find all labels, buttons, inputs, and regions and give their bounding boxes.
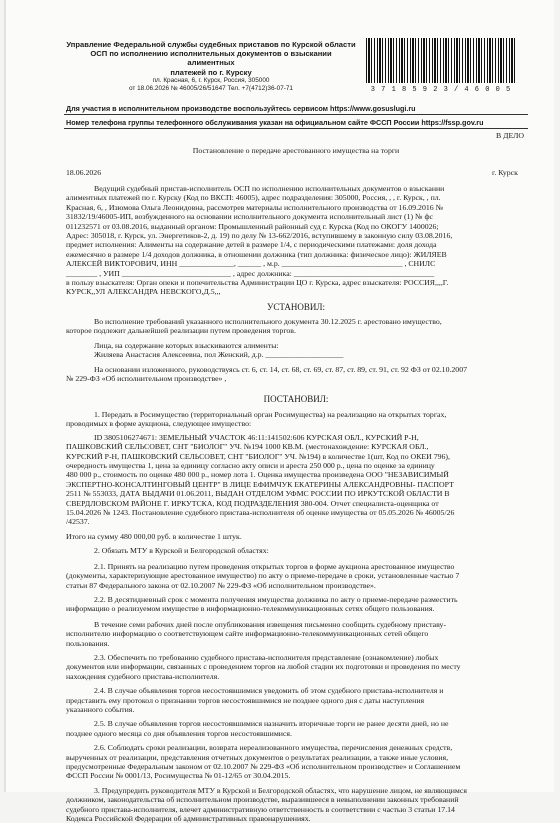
clause-3: судебного пристава-исполнителя, влечет административную ответственность в соответствии с частью 3 статьи 17.14 [66, 804, 455, 814]
clause-2-5: позднее одного месяца со дня объявления торгов несостоявшимися. [66, 728, 292, 738]
gosuslugi-notice: Для участия в исполнительном производстве воспользуйтесь сервисом https://www.gosuslugi.ru [66, 104, 416, 113]
org-address: пл. Красная, 6, г. Курск, Россия, 305000 [152, 76, 270, 84]
intro-line: алиментных платежей по г. Курску (Код по ВКСП: 46005), адрес подразделения: 305000, Россия, , , г. Курск, , пл. [66, 193, 441, 203]
org-name-line-2: ОСП по исполнению исполнительных документов о взыскании алиментных [90, 49, 332, 68]
findings-line: Лица, на содержание которых взыскиваются алименты: [94, 340, 279, 350]
clause-2-2b: В течение семи рабочих дней после опубликования извещения письменно сообщить судебному приставу- [94, 619, 447, 629]
findings-line: Во исполнение требований указанного исполнительного документа 30.12.2025 г. арестовано имущество, [94, 317, 442, 326]
barcode [366, 38, 516, 83]
intro-line: ________ , УИП ____________________________ , адрес должника: ____________________________________ [66, 268, 435, 278]
intro-line: ежемесячно в размере 1/4 доходов должника, в отношении должника (тип должника: физическое лицо): ЖИЛЯЕВ [66, 249, 447, 259]
clause-2-1: статьи 87 Федерального закона от 02.10.2007 № 229-ФЗ «Об исполнительном производстве». [66, 580, 376, 590]
issuer-header [66, 40, 356, 93]
clause-2-3: нахождения судебного пристава-исполнителя. [66, 671, 220, 681]
clause-2-6: вырученных от реализации, представления отчетных документов о результатах реализации, а также иные условия, [66, 752, 449, 762]
clause-2-3: 2.3. Обеспечить по требованию судебного пристава-исполнителя представление (ознакомление) любых [94, 652, 439, 662]
clause-2-3: документов или информации, связанных с проведением торгов на любой стадии их подготовки и проведения по месту [66, 662, 461, 672]
document-date: 18.06.2026 [66, 168, 102, 177]
intro-line: КУРСК,,УЛ АЛЕКСАНДРА НЕВСКОГО,Д.5,,, [66, 287, 221, 297]
findings-line: которое подлежит дальнейшей реализации путем проведения торгов. [66, 326, 296, 336]
clause-3: Кодекса Российской Федерации об административных правонарушениях. [66, 814, 311, 823]
clause-2-6: ФССП России № 0001/13, Росимущества № 01-12/65 от 30.04.2015. [66, 771, 291, 781]
clause-2-6: предусмотренные Федеральным законом от 02.10.2007 № 229-ФЗ «Об исполнительном производстве» и Соглашением [66, 762, 461, 771]
clause-2-4: указанного события. [66, 704, 135, 714]
findings-line: На основании изложенного, руководствуясь ст. 6, ст. 14, ст. 68, ст. 69, ст. 87, ст. 89, ст. 91, ст. 92 ФЗ от 02.10.2007 [94, 364, 468, 374]
intro-line: Красная, 6, , Изюмова Ольга Леонидовна, рассмотрев материалы исполнительного производства от 16.09.2016 № [66, 202, 444, 212]
clause-2-6: 2.6. Соблюдать сроки реализации, возврата нереализованного имущества, перечисления денежных средств, [94, 743, 453, 753]
clause-2-2: информацию о реализуемом имуществе в информационно-телекоммуникационных сетях общего пользования. [66, 604, 435, 614]
property-line: очередность имущества 1, цена за единицу согласно акту описи и ареста 250 000 р., цена по оценке за единицу [66, 461, 435, 471]
property-line: /42537. [66, 517, 90, 527]
intro-line: 011232571 от 03.08.2016, выданный органом: Промышленный районный суд г. Курска (Код по ОКОГУ 1400026; [66, 221, 439, 231]
intro-line: АЛЕКСЕЙ ВИКТОРОВИЧ, ИНН ______________, ______ , м.р. _______________________________ , СНИЛС [66, 259, 436, 269]
clause-2: 2. Обязать МТУ в Курской и Белгородской областях: [94, 546, 269, 556]
property-line: ID 3805106274671: ЗЕМЕЛЬНЫЙ УЧАСТОК 46:11:141502:606 КУРСКАЯ ОБЛ., КУРСКИЙ Р-Н, [94, 432, 419, 442]
org-name-line-1: Управление Федеральной службы судебных приставов по Курской области [66, 40, 356, 49]
decision-line: проводимых в форме аукциона, следующее имущество: [66, 419, 252, 429]
findings-block [66, 317, 528, 383]
clause-2-1: (документы, характеризующие арестованное имущество) по акту о приеме-передаче в сроки, установленные частью 7 [66, 571, 460, 581]
property-line: 15.04.2026 № 1243. Постановление судебного пристава-исполнителя об оценке имущества от 05.05.2026 № 46005/26 [66, 508, 455, 518]
decision-line: 1. Передать в Росимущество (территориальный орган Росимущества) на реализацию на открытых торгах, [94, 410, 447, 419]
phone-notice: Номер телефона группы телефонного обслуживания указан на официальном сайте ФССП России https://fssp.gov.ru [66, 118, 484, 127]
property-item [66, 433, 528, 527]
property-line: 2511 № 553033, ДАТА ВЫДАЧИ 01.06.2011, ВЫДАН ОТДЕЛОМ УФМС РОССИИ ПО ИРКУТСКОЙ ОБЛАСТИ В [66, 489, 450, 499]
document-title: Постановление о передаче арестованного имущества на торги [192, 146, 400, 155]
org-name-line-3: платежей по г. Курску [170, 67, 252, 77]
clause-2-5: 2.5. В случае объявления торгов несостоявшимися назначить вторичные торги не ранее десяти дней, но не [94, 719, 449, 729]
clause-2-2: 2.2. В десятидневный срок с момента получения имущества должника по акту о приеме-передаче разместить [94, 594, 458, 604]
property-line: ЭКСПЕРТНО-КОНСАЛТИНГОВЫЙ ЦЕНТР" В ЛИЦЕ ЕФИМЧУК ЕКАТЕРИНЫ АЛЕКСАНДРОВНЫ- ПАСПОРТ [66, 479, 454, 489]
clause-2-1: 2.1. Принять на реализацию путем проведения открытых торгов в форме аукциона арестованное имущество [94, 561, 455, 571]
clause-2-2b: исполнителю информацию о соответствующем сайте информационно-телекоммуникационных сетей общего [66, 629, 429, 639]
intro-line: 31832/19/46005-ИП, возбужденного на основании исполнительного документа исполнительный лист (1) № фс [66, 212, 433, 222]
property-line: 480 000 р., стоимость по оценке 480 000 р., номер лота 1. Оценка имущества произведена ООО "НЕЗАВИСИМЫЙ [66, 470, 449, 480]
document-page [6, 0, 554, 823]
intro-line: Ведущий судебный пристав-исполнитель ОСП по исполнению исполнительных документов о взыскании [94, 184, 445, 193]
document-city: г. Курск [492, 168, 518, 177]
v-delo-stamp: В ДЕЛО [496, 131, 525, 140]
ustanovil-heading: УСТАНОВИЛ: [266, 302, 326, 312]
intro-line: предмет исполнения: Алименты на содержание детей в размере 1/4, с периодическими платежами: доля дохода [66, 240, 437, 250]
property-line: СВЕРДЛОВСКОМ РАЙОНЕ Г. ИРКУТСКА, КОД ПОДРАЗДЕЛЕНИЯ 380-004. Отчет специалиста-оценщика от [66, 498, 439, 508]
clause-3: должником, законодательства об исполнительном производстве, выразившееся в невыполнении законных требований [66, 795, 459, 805]
decision-block [66, 410, 528, 823]
findings-line: № 229-ФЗ «Об исполнительном производстве» , [66, 374, 227, 384]
clause-2-2b: пользования. [66, 638, 110, 648]
total-line: Итого на сумму 480 000,00 руб. в количестве 1 штук. [66, 531, 242, 541]
clause-2-4: представить ему протокол о признании торгов несостоявшимися не позднее одного дня с даты наступления [66, 695, 425, 705]
intro-paragraph [66, 184, 528, 297]
property-line: КУРСКИЙ Р-Н, ПАШКОВСКИЙ СЕЛЬСОВЕТ, СНТ "БИОЛОГ" УЧ. №194) в количестве 1(шт, Код по ОКЕИ 796), [66, 451, 450, 461]
document-reference: от 18.06.2026 № 46005/26/51647 Тел. +7(4712)36-07-71 [129, 84, 293, 92]
property-line: ПАШКОВСКИЙ СЕЛЬСОВЕТ, СНТ "БИОЛОГ" УЧ. №194 1000 КВ.М. (местонахождение: КУРСКАЯ ОБЛ., [66, 442, 429, 452]
clause-3: 3. Предупредить руководителя МТУ в Курской и Белгородской областях, что нарушение лицом, не являющимся [94, 785, 467, 795]
barcode-number: 3 7 1 8 5 9 2 3 / 4 6 0 0 5 [370, 86, 512, 94]
clause-2-4: 2.4. В случае объявления торгов несостоявшимися уведомить об этом судебного пристава-исполнителя и [94, 686, 444, 696]
intro-line: Адрес: 305018, г. Курск, ул. Энергетиков-2, д. 19) по делу № 13-662/2016, вступившему в законную силу 03.08.2016, [66, 231, 453, 241]
intro-line: в пользу взыскателя: Орган опеки и попечительства Администрации ЦО г. Курска, адрес взыскателя: РОССИЯ,,,,Г. [66, 278, 449, 288]
postanovil-heading: ПОСТАНОВИЛ: [263, 394, 329, 404]
findings-line: Жиляева Анастасия Алексеевна, пол Женский, д.р. ____________________ [94, 350, 344, 360]
